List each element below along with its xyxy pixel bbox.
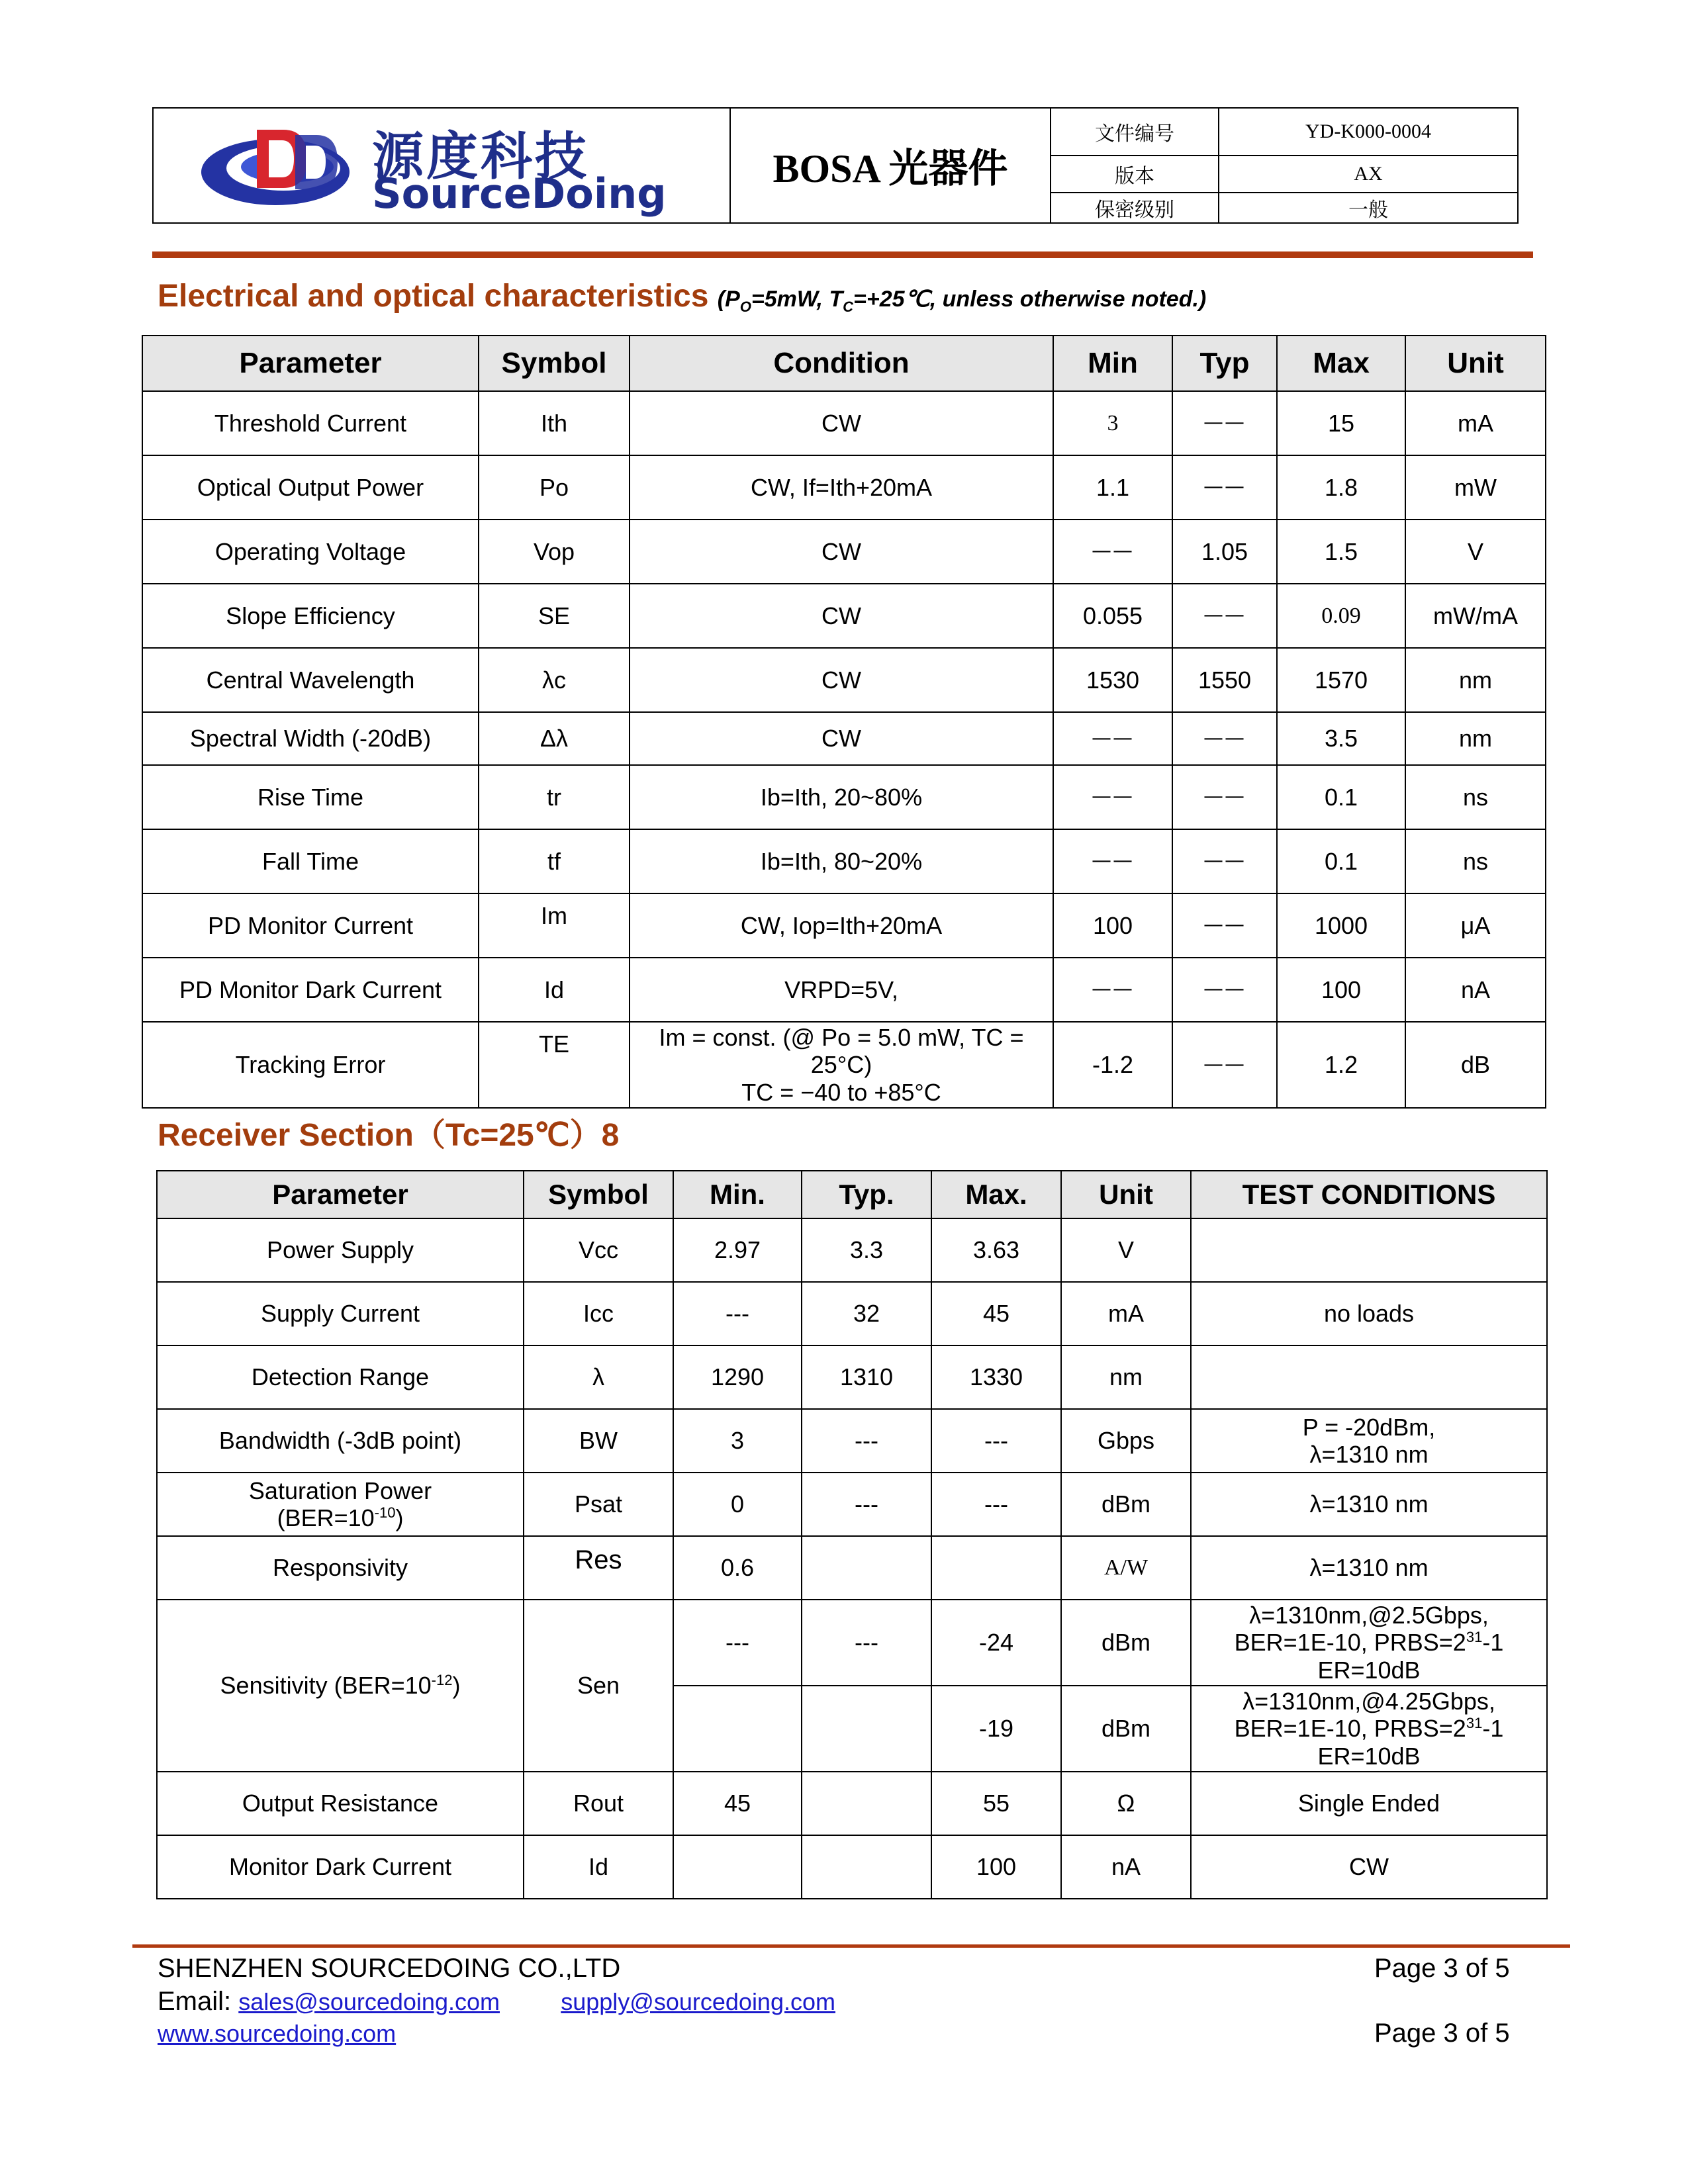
min-cell: 3 — [1053, 391, 1172, 455]
unit-cell: nm — [1061, 1345, 1191, 1409]
symbol-cell: Sen — [524, 1600, 673, 1772]
min-cell: 2.97 — [673, 1218, 802, 1282]
unit-cell: dBm — [1061, 1686, 1191, 1772]
document-header — [152, 107, 1519, 224]
table-header-row — [157, 1171, 1547, 1218]
column-header: Max — [1277, 336, 1405, 391]
table-row — [157, 1600, 1547, 1686]
test-condition-cell: Single Ended — [1191, 1772, 1547, 1835]
typ-cell — [802, 1835, 931, 1899]
symbol-cell: Id — [479, 958, 630, 1022]
max-cell: --- — [931, 1409, 1061, 1473]
max-cell: 1.2 — [1277, 1022, 1405, 1108]
param-cell: Tracking Error — [142, 1022, 479, 1108]
table-row — [142, 391, 1546, 455]
max-cell: 1570 — [1277, 648, 1405, 712]
column-header: Symbol — [524, 1171, 673, 1218]
typ-cell: —— — [1172, 584, 1277, 648]
symbol-cell: Vcc — [524, 1218, 673, 1282]
typ-cell: 1.05 — [1172, 520, 1277, 584]
company-logo — [154, 109, 731, 222]
unit-cell: nA — [1405, 958, 1546, 1022]
condition-cell: CW, If=Ith+20mA — [630, 455, 1053, 520]
document-title: BOSA 光器件 — [731, 109, 1051, 222]
section-title-text: Electrical and optical characteristics — [158, 279, 709, 314]
param-cell: Spectral Width (-20dB) — [142, 712, 479, 765]
table-row — [142, 455, 1546, 520]
column-header: Max. — [931, 1171, 1061, 1218]
test-condition-cell: λ=1310nm,@4.25Gbps, BER=1E-10, $PRBS=2^{31}-1$ ER=10dB — [1191, 1686, 1547, 1772]
typ-cell: 3.3 — [802, 1218, 931, 1282]
condition-cell: CW — [630, 391, 1053, 455]
typ-cell: —— — [1172, 829, 1277, 893]
table-row — [142, 712, 1546, 765]
meta-key: 保密级别 — [1051, 193, 1219, 222]
condition-line: Im = const. (@ Po = 5.0 mW, TC = — [659, 1023, 1024, 1051]
typ-cell: —— — [1172, 455, 1277, 520]
unit-cell: nm — [1405, 648, 1546, 712]
param-cell: Sensitivity $(BER=10^{-12})$ — [157, 1600, 524, 1772]
typ-cell: --- — [802, 1473, 931, 1536]
section-title-electrical-optical — [158, 278, 1206, 316]
max-cell: 1.8 — [1277, 455, 1405, 520]
footer-company-name: SHENZHEN SOURCEDOING CO.,LTD — [158, 1954, 621, 1983]
unit-cell: mW/mA — [1405, 584, 1546, 648]
table-row — [157, 1345, 1547, 1409]
table-row — [157, 1473, 1547, 1536]
symbol-cell: Icc — [524, 1282, 673, 1345]
max-cell: 0.1 — [1277, 765, 1405, 829]
column-header: Unit — [1405, 336, 1546, 391]
symbol-cell: Res — [524, 1536, 673, 1600]
symbol-cell: λc — [479, 648, 630, 712]
max-cell: 0.09 — [1277, 584, 1405, 648]
condition-cell: CW — [630, 648, 1053, 712]
unit-cell: Gbps — [1061, 1409, 1191, 1473]
footer-email-line — [158, 1987, 835, 2017]
max-cell: 15 — [1277, 391, 1405, 455]
column-header: Typ. — [802, 1171, 931, 1218]
website-link[interactable]: www.sourcedoing.com — [158, 2020, 397, 2047]
typ-cell: 1310 — [802, 1345, 931, 1409]
typ-cell: —— — [1172, 1022, 1277, 1108]
test-condition-cell — [1191, 1409, 1547, 1473]
condition-line: λ=1310 nm — [1309, 1441, 1429, 1468]
typ-cell: —— — [1172, 765, 1277, 829]
min-cell: 1.1 — [1053, 455, 1172, 520]
condition-cell: Ib=Ith, 20~80% — [630, 765, 1053, 829]
typ-cell: —— — [1172, 712, 1277, 765]
test-condition-cell — [1191, 1218, 1547, 1282]
symbol-cell: TE — [479, 1022, 630, 1108]
typ-cell — [802, 1686, 931, 1772]
electrical-optical-table — [142, 335, 1546, 1109]
typ-cell — [802, 1536, 931, 1600]
unit-cell: ns — [1405, 765, 1546, 829]
table-row — [157, 1282, 1547, 1345]
table-row — [142, 648, 1546, 712]
max-cell: 100 — [1277, 958, 1405, 1022]
max-cell: 3.5 — [1277, 712, 1405, 765]
min-cell: 0.6 — [673, 1536, 802, 1600]
meta-row-confidentiality — [1051, 193, 1517, 222]
max-cell: 0.1 — [1277, 829, 1405, 893]
column-header: TEST CONDITIONS — [1191, 1171, 1547, 1218]
max-cell: --- — [931, 1473, 1061, 1536]
condition-line: TC = −40 to +85°C — [741, 1078, 941, 1106]
logo-english-name: SourceDoing — [372, 169, 667, 218]
param-cell: Monitor Dark Current — [157, 1835, 524, 1899]
meta-row-version — [1051, 156, 1517, 193]
sourcedoing-logo-icon — [196, 120, 368, 213]
column-header: Condition — [630, 336, 1053, 391]
column-header: Unit — [1061, 1171, 1191, 1218]
unit-cell: A/W — [1061, 1536, 1191, 1600]
min-cell: —— — [1053, 958, 1172, 1022]
min-cell: 1530 — [1053, 648, 1172, 712]
condition-cell: CW — [630, 584, 1053, 648]
table-row — [142, 958, 1546, 1022]
max-cell: -19 — [931, 1686, 1061, 1772]
typ-cell: —— — [1172, 391, 1277, 455]
symbol-cell: Δλ — [479, 712, 630, 765]
max-cell — [931, 1536, 1061, 1600]
max-cell: 55 — [931, 1772, 1061, 1835]
symbol-cell: Vop — [479, 520, 630, 584]
symbol-cell: BW — [524, 1409, 673, 1473]
typ-cell: —— — [1172, 893, 1277, 958]
meta-key: 文件编号 — [1051, 109, 1219, 155]
table-header-row — [142, 336, 1546, 391]
symbol-cell: Im — [479, 893, 630, 958]
table-row — [142, 584, 1546, 648]
meta-value: 一般 — [1348, 199, 1388, 221]
table-row — [142, 829, 1546, 893]
max-cell: 45 — [931, 1282, 1061, 1345]
column-header: Symbol — [479, 336, 630, 391]
test-condition-cell: λ=1310 nm — [1191, 1536, 1547, 1600]
footer-page-number-repeat: Page 3 of 5 — [1374, 2019, 1510, 2048]
column-header: Min. — [673, 1171, 802, 1218]
min-cell: 45 — [673, 1772, 802, 1835]
test-condition-cell: CW — [1191, 1835, 1547, 1899]
max-cell: 100 — [931, 1835, 1061, 1899]
param-cell: Optical Output Power — [142, 455, 479, 520]
min-cell: 3 — [673, 1409, 802, 1473]
condition-cell: Ib=Ith, 80~20% — [630, 829, 1053, 893]
min-cell: 0 — [673, 1473, 802, 1536]
sales-email-link[interactable]: sales@sourcedoing.com — [238, 1988, 500, 2015]
footer-divider — [132, 1944, 1570, 1948]
param-cell: Output Resistance — [157, 1772, 524, 1835]
logo-chinese-name: 源度科技 — [372, 127, 590, 187]
symbol-cell: Rout — [524, 1772, 673, 1835]
min-cell: --- — [673, 1282, 802, 1345]
param-cell: Saturation Power $(BER=10^{-10})$ — [157, 1473, 524, 1536]
table-row — [142, 1022, 1546, 1108]
param-cell: Responsivity — [157, 1536, 524, 1600]
min-cell: —— — [1053, 712, 1172, 765]
typ-cell: --- — [802, 1409, 931, 1473]
param-cell: Operating Voltage — [142, 520, 479, 584]
condition-cell — [630, 1022, 1053, 1108]
symbol-cell: tf — [479, 829, 630, 893]
condition-line: P = -20dBm, — [1302, 1413, 1436, 1441]
symbol-cell: Ith — [479, 391, 630, 455]
typ-cell — [802, 1772, 931, 1835]
unit-cell: dBm — [1061, 1473, 1191, 1536]
param-cell: Fall Time — [142, 829, 479, 893]
unit-cell: mA — [1405, 391, 1546, 455]
min-cell: 100 — [1053, 893, 1172, 958]
column-header: Parameter — [157, 1171, 524, 1218]
max-cell: 1000 — [1277, 893, 1405, 958]
test-condition-cell: λ=1310nm,@2.5Gbps, BER=1E-10, $PRBS=2^{31}-1$ ER=10dB — [1191, 1600, 1547, 1686]
table-row — [157, 1772, 1547, 1835]
min-cell: —— — [1053, 829, 1172, 893]
unit-cell: ns — [1405, 829, 1546, 893]
header-divider — [152, 251, 1533, 258]
table-row — [142, 893, 1546, 958]
unit-cell: mA — [1061, 1282, 1191, 1345]
symbol-cell: Po — [479, 455, 630, 520]
max-cell: -24 — [931, 1600, 1061, 1686]
min-cell: -1.2 — [1053, 1022, 1172, 1108]
condition-cell: CW — [630, 712, 1053, 765]
min-cell: —— — [1053, 520, 1172, 584]
document-meta-table — [1051, 109, 1517, 222]
param-cell: Bandwidth (-3dB point) — [157, 1409, 524, 1473]
condition-cell: CW, Iop=Ith+20mA — [630, 893, 1053, 958]
meta-value: YD-K000-0004 — [1305, 120, 1431, 142]
table-row — [142, 765, 1546, 829]
meta-key: 版本 — [1051, 156, 1219, 192]
typ-cell: —— — [1172, 958, 1277, 1022]
max-cell: 1.5 — [1277, 520, 1405, 584]
unit-cell: dB — [1405, 1022, 1546, 1108]
min-cell: --- — [673, 1600, 802, 1686]
symbol-cell: λ — [524, 1345, 673, 1409]
meta-row-doc-number — [1051, 109, 1517, 156]
test-condition-cell — [1191, 1345, 1547, 1409]
unit-cell: mW — [1405, 455, 1546, 520]
footer-page-number: Page 3 of 5 — [1374, 1954, 1510, 1983]
meta-value: AX — [1354, 162, 1383, 185]
param-cell: Slope Efficiency — [142, 584, 479, 648]
receiver-table — [156, 1170, 1548, 1899]
column-header: Typ — [1172, 336, 1277, 391]
min-cell: —— — [1053, 765, 1172, 829]
column-header: Parameter — [142, 336, 479, 391]
unit-cell: V — [1061, 1218, 1191, 1282]
symbol-cell: tr — [479, 765, 630, 829]
param-cell: PD Monitor Current — [142, 893, 479, 958]
footer-website-line — [158, 2020, 396, 2048]
unit-cell: Ω — [1061, 1772, 1191, 1835]
condition-line: 25°C) — [810, 1051, 872, 1079]
min-cell: 1290 — [673, 1345, 802, 1409]
param-cell: Power Supply — [157, 1218, 524, 1282]
table-row — [142, 520, 1546, 584]
test-condition-cell: no loads — [1191, 1282, 1547, 1345]
column-header: Min — [1053, 336, 1172, 391]
table-row — [157, 1218, 1547, 1282]
param-cell: Rise Time — [142, 765, 479, 829]
min-cell — [673, 1686, 802, 1772]
unit-cell: V — [1405, 520, 1546, 584]
table-row — [157, 1835, 1547, 1899]
unit-cell: nA — [1061, 1835, 1191, 1899]
section-conditions-note: ($P_O=5mW$, $T_C=+25℃$, unless otherwise noted.) — [717, 287, 1207, 315]
param-cell: Supply Current — [157, 1282, 524, 1345]
email-label: Email: — [158, 1987, 239, 2016]
min-cell — [673, 1835, 802, 1899]
symbol-cell: Psat — [524, 1473, 673, 1536]
unit-cell: μA — [1405, 893, 1546, 958]
symbol-cell: Id — [524, 1835, 673, 1899]
table-row — [157, 1536, 1547, 1600]
typ-cell: 32 — [802, 1282, 931, 1345]
section-title-receiver: Receiver Section（Tc=25℃）8 — [158, 1118, 620, 1153]
max-cell: 3.63 — [931, 1218, 1061, 1282]
max-cell: 1330 — [931, 1345, 1061, 1409]
unit-cell: nm — [1405, 712, 1546, 765]
symbol-cell: SE — [479, 584, 630, 648]
test-condition-cell: λ=1310 nm — [1191, 1473, 1547, 1536]
typ-cell: --- — [802, 1600, 931, 1686]
unit-cell: dBm — [1061, 1600, 1191, 1686]
table-row — [157, 1409, 1547, 1473]
param-cell: PD Monitor Dark Current — [142, 958, 479, 1022]
min-cell: 0.055 — [1053, 584, 1172, 648]
typ-cell: 1550 — [1172, 648, 1277, 712]
supply-email-link[interactable]: supply@sourcedoing.com — [561, 1988, 835, 2015]
param-cell: Central Wavelength — [142, 648, 479, 712]
param-cell: Detection Range — [157, 1345, 524, 1409]
condition-cell: VRPD=5V, — [630, 958, 1053, 1022]
param-cell: Threshold Current — [142, 391, 479, 455]
condition-cell: CW — [630, 520, 1053, 584]
